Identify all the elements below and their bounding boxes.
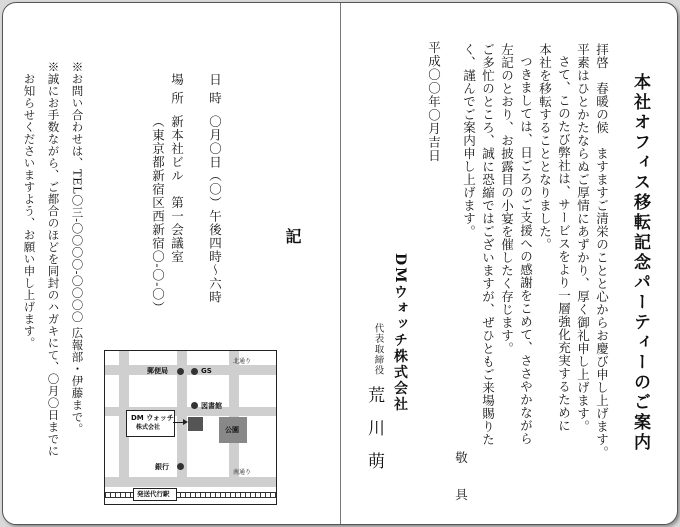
- body-line-5: つきましては、日ごろのご支援への感謝をこめて、ささやかながら: [518, 55, 534, 445]
- park-area: [219, 417, 247, 443]
- library-label: 図書館: [201, 402, 222, 410]
- railway-line: [105, 492, 276, 498]
- north-street-label: 北通り: [233, 358, 252, 365]
- post-office-marker: [177, 368, 184, 375]
- gas-station-marker: [191, 368, 198, 375]
- company-name: DMウォッチ株式会社: [392, 253, 408, 413]
- place-address: （東京都新宿区西新宿〇-〇-〇）: [150, 115, 166, 315]
- office-label-1: DM ウォッチ: [131, 414, 174, 422]
- invitation-title: 本社オフィス移転記念パーティーのご案内: [630, 73, 650, 453]
- letter-date: 平成〇〇年〇月吉日: [426, 41, 442, 163]
- note-reply: ※誠にお手数ながら、ご都合のほどを同封のハガキにて、〇月〇日までに: [46, 61, 61, 457]
- closing-keigu: 敬 具: [453, 451, 469, 507]
- station-label: 発送代行駅: [137, 490, 170, 498]
- bank-marker: [177, 463, 184, 470]
- park-label: 公園: [225, 426, 239, 434]
- body-line-1: 拝啓 春暖の候 ますますご清栄のことと心からお慶び申し上げます。: [594, 43, 610, 459]
- bank-label: 銀行: [155, 463, 169, 471]
- road-south: [105, 477, 276, 487]
- ki-heading: 記: [283, 228, 302, 244]
- date-label: 日時: [207, 73, 223, 110]
- body-line-4: 本社を移転することとなりました。: [537, 43, 553, 251]
- office-building: [188, 417, 203, 431]
- body-line-8: く、謹んでご案内申し上げます。: [461, 43, 477, 238]
- note-request: お知らせくださいますよう、お願い申し上げます。: [22, 61, 37, 349]
- body-line-7: ご多忙のところ、誠に恐縮ではございますが、ぜひともご来場賜りた: [480, 43, 496, 446]
- office-box: [126, 410, 175, 437]
- south-street-label: 南通り: [233, 469, 252, 476]
- body-line-2: 平素はひとかたならぬご厚情にあずかり、厚く御礼申し上げます。: [575, 43, 591, 433]
- body-line-6: 左記のとおり、お披露目の小宴を催したく存じます。: [499, 43, 515, 355]
- station-box: [133, 488, 177, 501]
- place-label: 場所: [169, 73, 185, 110]
- representative-name: 荒川萌: [364, 386, 384, 485]
- body-line-3: さて、このたび弊社は、サービスをより一層強化充実するために: [556, 55, 572, 432]
- gas-station-label: GS: [201, 367, 212, 375]
- library-marker: [191, 402, 198, 409]
- place-value: 新本社ビル 第一会議室: [169, 115, 185, 264]
- access-map: [104, 350, 277, 505]
- invitation-card: [2, 2, 678, 525]
- fold-line: [340, 3, 341, 524]
- representative-title: 代表取締役: [372, 323, 384, 376]
- office-label-2: 株式会社: [136, 424, 161, 431]
- note-contact: ※お問い合わせは、TEL〇三-〇〇〇〇-〇〇〇〇 広報部・伊藤まで。: [70, 61, 85, 436]
- date-value: 〇月〇日（〇）午後四時～六時: [207, 115, 223, 304]
- post-office-label: 郵便局: [147, 367, 168, 375]
